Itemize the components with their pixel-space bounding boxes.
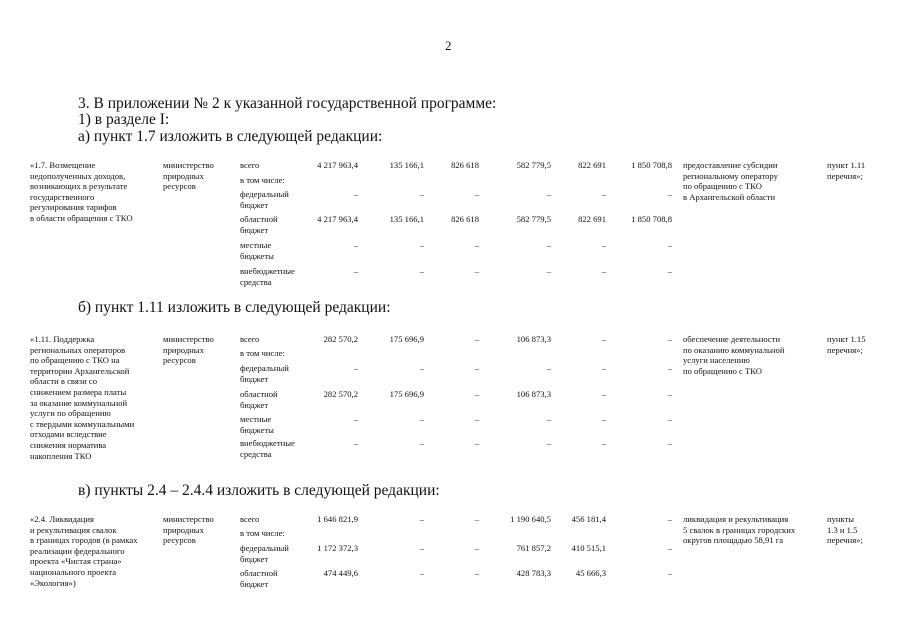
description-line: в области обращения с ТКО <box>30 213 133 223</box>
responsible-executor: ресурсов <box>163 181 196 192</box>
description-line: регулирования тарифов <box>30 202 117 213</box>
funding-value-cell: – <box>667 363 672 373</box>
funding-source-label: средства <box>240 448 272 459</box>
funding-source-label: бюджет <box>240 373 269 384</box>
funding-value-cell: – <box>667 240 672 250</box>
funding-value-cell: 822 691 <box>578 160 606 170</box>
description-line: за оказание коммунальной <box>30 397 128 408</box>
funding-source-label: местные <box>240 240 272 250</box>
responsible-executor: министерство <box>163 334 214 344</box>
funding-value-cell: – <box>546 266 551 276</box>
funding-value-cell: 474 449,6 <box>323 568 358 578</box>
description-line: возникающих в результате <box>30 181 128 192</box>
description-line: снижением размера платы <box>30 387 127 397</box>
funding-value-cell: 282 570,2 <box>323 389 358 399</box>
description-line: накопления ТКО <box>30 450 92 461</box>
funding-source-label: всего <box>240 160 260 170</box>
responsible-executor: ресурсов <box>163 355 196 366</box>
expected-result: предоставление субсидии <box>683 160 778 170</box>
funding-value-cell: 175 696,9 <box>389 389 424 399</box>
funding-value-cell: – <box>667 568 672 578</box>
description-line: национального проекта <box>30 567 117 577</box>
funding-value-cell: 428 783,3 <box>516 568 551 578</box>
funding-source-label: бюджет <box>240 199 269 210</box>
funding-value-cell: – <box>667 389 672 399</box>
funding-value-cell: – <box>474 266 479 276</box>
funding-value-cell: – <box>474 334 479 344</box>
funding-value-cell: 456 181,4 <box>571 514 606 524</box>
funding-value-cell: – <box>474 240 479 250</box>
funding-value-cell: 4 217 963,4 <box>317 214 358 224</box>
description-line: снижения норматива <box>30 440 107 450</box>
funding-value-cell: – <box>601 438 606 448</box>
page-number: 2 <box>445 38 452 53</box>
reference-link-text: 1.3 и 1.5 <box>827 524 858 535</box>
description-line: реализации федерального <box>30 545 125 556</box>
responsible-executor: природных <box>163 524 204 535</box>
funding-value-cell: – <box>419 568 424 578</box>
expected-result: региональному оператору <box>683 170 778 181</box>
funding-value-cell: – <box>353 438 358 448</box>
description-line: государственного <box>30 191 95 202</box>
description-line: и рекультивация свалок <box>30 524 117 535</box>
reference-link-text: пункты <box>827 514 855 524</box>
funding-source-label: средства <box>240 276 272 287</box>
funding-value-cell: 582 779,5 <box>516 160 551 170</box>
funding-value-cell: – <box>546 414 551 424</box>
funding-source-label: внебюджетные <box>240 438 295 448</box>
description-line: территории Архангельской <box>30 365 130 376</box>
funding-value-cell: – <box>353 240 358 250</box>
funding-source-label: бюджеты <box>240 424 274 435</box>
responsible-executor: министерство <box>163 160 214 170</box>
reference-link-text: пункт 1.15 <box>827 334 866 344</box>
funding-value-cell: – <box>353 414 358 424</box>
funding-value-cell: – <box>667 334 672 344</box>
reference-link-text: перечня»; <box>827 170 863 181</box>
funding-value-cell: – <box>601 334 606 344</box>
funding-source-label: областной <box>240 389 278 399</box>
funding-source-label: федеральный <box>240 543 289 553</box>
funding-value-cell: – <box>419 438 424 448</box>
expected-result: округов площадью 58,91 га <box>683 535 784 546</box>
funding-value-cell: – <box>474 189 479 199</box>
funding-source-label: в том числе: <box>240 528 285 538</box>
responsible-executor: природных <box>163 170 204 181</box>
funding-value-cell: – <box>546 438 551 448</box>
funding-value-cell: 282 570,2 <box>323 334 358 344</box>
funding-value-cell: – <box>667 514 672 524</box>
funding-value-cell: – <box>474 438 479 448</box>
funding-value-cell: – <box>667 266 672 276</box>
funding-value-cell: – <box>353 189 358 199</box>
funding-value-cell: – <box>601 414 606 424</box>
expected-result: обеспечение деятельности <box>683 334 781 344</box>
funding-source-label: всего <box>240 514 260 524</box>
funding-value-cell: – <box>474 543 479 553</box>
funding-source-label: бюджет <box>240 224 269 235</box>
funding-value-cell: – <box>353 266 358 276</box>
funding-source-label: бюджет <box>240 399 269 410</box>
expected-result: по обращению с ТКО <box>683 365 762 376</box>
expected-result: по оказанию коммунальной <box>683 344 785 355</box>
funding-value-cell: 826 618 <box>451 160 479 170</box>
description-line: по обращению с ТКО на <box>30 355 120 366</box>
funding-source-label: бюджет <box>240 578 269 589</box>
funding-value-cell: – <box>601 389 606 399</box>
funding-value-cell: – <box>474 514 479 524</box>
funding-value-cell: 4 217 963,4 <box>317 160 358 170</box>
description-line: услуги по обращению <box>30 408 111 419</box>
funding-value-cell: – <box>546 189 551 199</box>
funding-source-label: внебюджетные <box>240 266 295 276</box>
heading-item-b: б) пункт 1.11 изложить в следующей редакции: <box>78 299 391 316</box>
funding-value-cell: – <box>419 514 424 524</box>
description-line: «1.11. Поддержка <box>30 334 95 344</box>
funding-source-label: в том числе: <box>240 348 285 358</box>
funding-value-cell: – <box>546 363 551 373</box>
funding-value-cell: – <box>474 568 479 578</box>
funding-value-cell: 410 515,1 <box>571 543 606 553</box>
funding-value-cell: 106 873,3 <box>516 389 551 399</box>
expected-result: по обращению с ТКО <box>683 181 762 192</box>
funding-value-cell: – <box>419 414 424 424</box>
funding-value-cell: – <box>474 414 479 424</box>
funding-value-cell: 1 850 708,8 <box>631 160 672 170</box>
description-line: отходами вследствие <box>30 429 107 440</box>
funding-value-cell: 135 166,1 <box>389 160 424 170</box>
description-line: недополученных доходов, <box>30 170 126 181</box>
funding-source-label: местные <box>240 414 272 424</box>
responsible-executor: природных <box>163 344 204 355</box>
heading-item-a: а) пункт 1.7 изложить в следующей редакции: <box>78 128 383 145</box>
funding-value-cell: – <box>601 240 606 250</box>
description-line: региональных операторов <box>30 344 126 355</box>
heading-section-3: 3. В приложении № 2 к указанной государственной программе: <box>78 95 497 112</box>
funding-value-cell: – <box>667 543 672 553</box>
funding-value-cell: 1 646 821,9 <box>317 514 358 524</box>
funding-value-cell: 135 166,1 <box>389 214 424 224</box>
funding-value-cell: – <box>419 266 424 276</box>
description-line: области в связи со <box>30 376 98 387</box>
funding-value-cell: – <box>601 363 606 373</box>
funding-source-label: областной <box>240 214 278 224</box>
funding-value-cell: 1 850 708,8 <box>631 214 672 224</box>
funding-value-cell: – <box>667 189 672 199</box>
heading-subsection-1: 1) в разделе I: <box>78 111 170 128</box>
funding-value-cell: – <box>601 266 606 276</box>
funding-value-cell: – <box>419 543 424 553</box>
funding-value-cell: 826 618 <box>451 214 479 224</box>
expected-result: услуги населению <box>683 355 750 366</box>
funding-value-cell: – <box>601 189 606 199</box>
funding-value-cell: – <box>667 438 672 448</box>
funding-source-label: бюджеты <box>240 250 274 261</box>
reference-link-text: перечня»; <box>827 344 863 355</box>
funding-value-cell: 822 691 <box>578 214 606 224</box>
funding-source-label: бюджет <box>240 553 269 564</box>
funding-value-cell: – <box>419 240 424 250</box>
funding-value-cell: – <box>353 363 358 373</box>
funding-source-label: областной <box>240 568 278 578</box>
funding-value-cell: – <box>546 240 551 250</box>
heading-item-v: в) пункты 2.4 – 2.4.4 изложить в следующей редакции: <box>78 482 440 499</box>
funding-source-label: всего <box>240 334 260 344</box>
expected-result: в Архангельской области <box>683 191 776 202</box>
funding-source-label: федеральный <box>240 363 289 373</box>
funding-value-cell: 761 857,2 <box>516 543 551 553</box>
responsible-executor: ресурсов <box>163 535 196 546</box>
funding-value-cell: 582 779,5 <box>516 214 551 224</box>
funding-value-cell: 106 873,3 <box>516 334 551 344</box>
funding-source-label: федеральный <box>240 189 289 199</box>
funding-value-cell: – <box>419 189 424 199</box>
funding-value-cell: 1 190 640,5 <box>510 514 551 524</box>
description-line: «1.7. Возмещение <box>30 160 96 170</box>
funding-value-cell: 1 172 372,3 <box>317 543 358 553</box>
responsible-executor: министерство <box>163 514 214 524</box>
funding-value-cell: 175 696,9 <box>389 334 424 344</box>
expected-result: 5 свалок в границах городских <box>683 524 796 535</box>
description-line: с твердыми коммунальными <box>30 418 135 429</box>
description-line: проекта «Чистая страна» <box>30 556 122 567</box>
description-line: в границах городов (в рамках <box>30 535 138 546</box>
funding-value-cell: – <box>419 363 424 373</box>
description-line: «2.4. Ликвидация <box>30 514 94 524</box>
funding-source-label: в том числе: <box>240 175 285 185</box>
expected-result: ликвидация и рекультивация <box>683 514 789 524</box>
funding-value-cell: – <box>474 389 479 399</box>
funding-value-cell: 45 666,3 <box>575 568 606 578</box>
reference-link-text: перечня»; <box>827 535 863 546</box>
reference-link-text: пункт 1.11 <box>827 160 866 170</box>
funding-value-cell: – <box>474 363 479 373</box>
description-line: «Экология») <box>30 577 76 588</box>
funding-value-cell: – <box>667 414 672 424</box>
